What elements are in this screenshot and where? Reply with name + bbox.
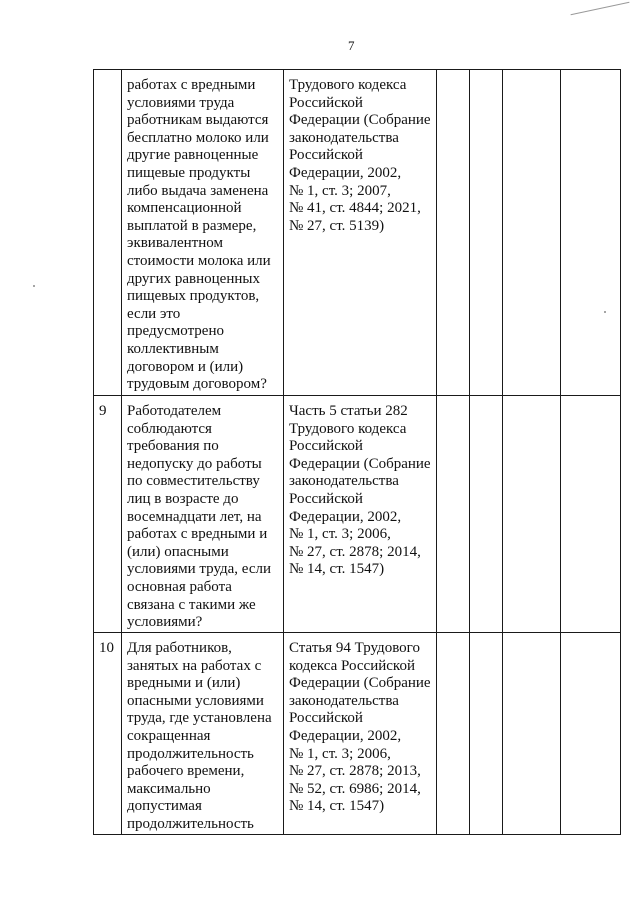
row-number: 10	[94, 633, 122, 835]
notes-cell	[561, 633, 621, 835]
row-number: 9	[94, 396, 122, 633]
not-applicable-cell	[503, 396, 561, 633]
scan-mark	[571, 2, 630, 15]
question-text: Работодателем соблюдаются требования по недопуску до работы по совместительству лиц в возрасте до восемнадцати лет, на работах с вредными и (или) опасными условиями труда, если основная работа связана с такими же условиями?	[122, 396, 284, 633]
answer-no-cell	[470, 70, 503, 396]
table-row	[94, 396, 621, 633]
legal-reference: Трудового кодекса Российской Федерации (Собрание законодательства Российской Федерации, 2002, № 1, ст. 3; 2007, № 41, ст. 4844; 2021, № 27, ст. 5139)	[284, 70, 437, 396]
checklist-table	[93, 69, 621, 835]
not-applicable-cell	[503, 633, 561, 835]
row-number	[94, 70, 122, 396]
question-text: работах с вредными условиями труда работникам выдаются бесплатно молоко или другие равноценные пищевые продукты либо выдача заменена компенсационной выплатой в размере, эквивалентном стоимости молока или других равноценных пищевых продуктов, если это предусмотрено коллективным договором и (или) трудовым договором?	[122, 70, 284, 396]
legal-reference: Часть 5 статьи 282 Трудового кодекса Российской Федерации (Собрание законодательства Российской Федерации, 2002, № 1, ст. 3; 2006, № 27, ст. 2878; 2014, № 14, ст. 1547)	[284, 396, 437, 633]
page-number: 7	[348, 38, 355, 53]
answer-yes-cell	[437, 70, 470, 396]
answer-yes-cell	[437, 396, 470, 633]
notes-cell	[561, 70, 621, 396]
table-row	[94, 70, 621, 396]
answer-yes-cell	[437, 633, 470, 835]
notes-cell	[561, 396, 621, 633]
question-text: Для работников, занятых на работах с вредными и (или) опасными условиями труда, где установлена сокращенная продолжительность рабочего времени, максимально допустимая продолжительность	[122, 633, 284, 835]
not-applicable-cell	[503, 70, 561, 396]
legal-reference: Статья 94 Трудового кодекса Российской Федерации (Собрание законодательства Российской Федерации, 2002, № 1, ст. 3; 2006, № 27, ст. 2878; 2013, № 52, ст. 6986; 2014, № 14, ст. 1547)	[284, 633, 437, 835]
answer-no-cell	[470, 396, 503, 633]
answer-no-cell	[470, 633, 503, 835]
table-row	[94, 633, 621, 835]
scan-speck	[33, 285, 35, 287]
